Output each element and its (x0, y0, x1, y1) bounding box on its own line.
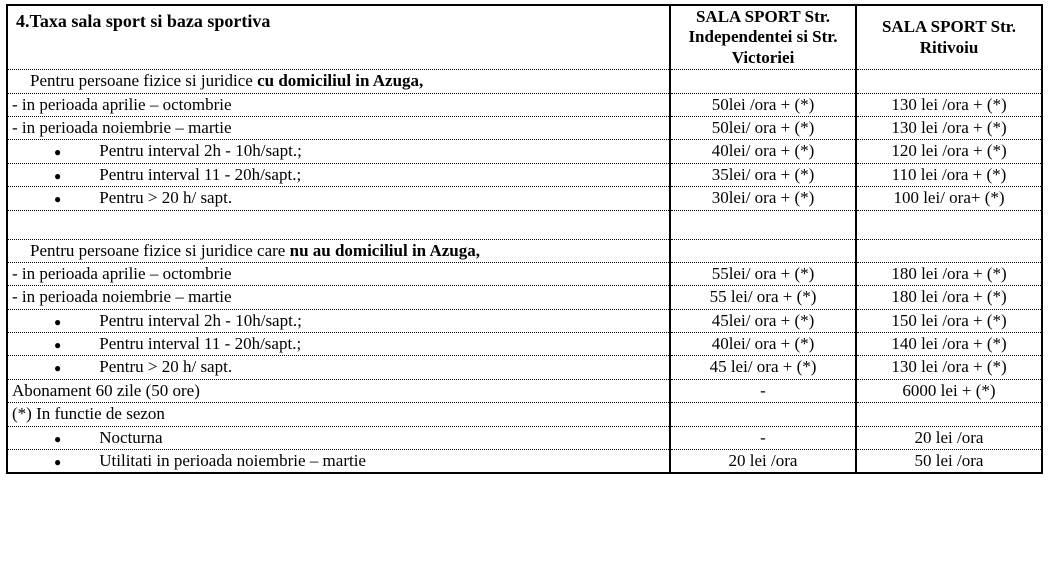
row-label-text: Utilitati in perioada noiembrie – martie (99, 451, 366, 471)
table-row (7, 93, 1042, 116)
cell-sala-sport-ritivoiu: 140 lei /ora + (*) (856, 333, 1042, 356)
row-label-text: - in perioada noiembrie – martie (12, 287, 232, 307)
row-label (7, 140, 670, 163)
table-row (7, 116, 1042, 139)
cell-sala-sport-ritivoiu (856, 70, 1042, 93)
cell-sala-sport-ritivoiu: 110 lei /ora + (*) (856, 163, 1042, 186)
fee-table (6, 4, 1043, 474)
cell-sala-sport-independentei: - (670, 426, 856, 449)
cell-sala-sport-ritivoiu: 50 lei /ora (856, 450, 1042, 474)
table-row (7, 403, 1042, 426)
row-label-text: Pentru interval 11 - 20h/sapt.; (99, 164, 302, 184)
bullet-icon: ● (54, 168, 62, 183)
table-row (7, 450, 1042, 474)
row-label-text: Pentru interval 2h - 10h/sapt.; (99, 141, 302, 161)
cell-sala-sport-ritivoiu: 180 lei /ora + (*) (856, 262, 1042, 285)
cell-sala-sport-independentei: - (670, 379, 856, 402)
table-row (7, 426, 1042, 449)
section-label (12, 241, 480, 260)
row-label (7, 403, 670, 426)
bullet-icon: ● (54, 145, 62, 160)
cell-sala-sport-independentei: 40lei/ ora + (*) (670, 140, 856, 163)
cell-sala-sport-independentei: 30lei/ ora + (*) (670, 187, 856, 210)
table-row (7, 262, 1042, 285)
table-title: 4.Taxa sala sport si baza sportiva (7, 5, 670, 70)
bullet-icon: ● (54, 455, 62, 470)
bullet-icon: ● (54, 314, 62, 329)
table-row (7, 309, 1042, 332)
row-label (7, 93, 670, 116)
row-label (7, 333, 670, 356)
row-label (7, 163, 670, 186)
document-page (0, 4, 1049, 568)
cell-sala-sport-ritivoiu: 130 lei /ora + (*) (856, 116, 1042, 139)
cell-sala-sport-independentei (670, 239, 856, 262)
table-row (7, 187, 1042, 210)
cell-sala-sport-independentei: 55lei/ ora + (*) (670, 262, 856, 285)
bullet-icon: ● (54, 338, 62, 353)
row-label-text: Pentru interval 11 - 20h/sapt.; (99, 334, 302, 354)
table-row (7, 140, 1042, 163)
table-row (7, 70, 1042, 93)
section-label-plain: Pentru persoane fizice si juridice (30, 71, 258, 91)
bullet-icon: ● (54, 192, 62, 207)
row-label (7, 210, 670, 239)
header-row (7, 5, 1042, 70)
cell-sala-sport-ritivoiu: 20 lei /ora (856, 426, 1042, 449)
cell-sala-sport-ritivoiu: 130 lei /ora + (*) (856, 356, 1042, 379)
row-label-text: Abonament 60 zile (50 ore) (12, 380, 200, 400)
row-label (7, 309, 670, 332)
row-label (7, 239, 670, 262)
row-label (7, 116, 670, 139)
row-label-text: (*) In functie de sezon (12, 404, 165, 424)
cell-sala-sport-ritivoiu (856, 210, 1042, 239)
row-label (7, 262, 670, 285)
table-body (7, 70, 1042, 474)
cell-sala-sport-independentei: 45lei/ ora + (*) (670, 309, 856, 332)
cell-sala-sport-independentei (670, 210, 856, 239)
column-header-sala-sport-ritivoiu: SALA SPORT Str. Ritivoiu (856, 5, 1042, 70)
cell-sala-sport-ritivoiu (856, 403, 1042, 426)
table-row (7, 210, 1042, 239)
row-label (7, 286, 670, 309)
table-row (7, 379, 1042, 402)
cell-sala-sport-independentei: 40lei/ ora + (*) (670, 333, 856, 356)
cell-sala-sport-independentei: 35lei/ ora + (*) (670, 163, 856, 186)
cell-sala-sport-independentei: 50lei/ ora + (*) (670, 116, 856, 139)
cell-sala-sport-independentei: 50lei /ora + (*) (670, 93, 856, 116)
row-label-text: Pentru interval 2h - 10h/sapt.; (99, 310, 302, 330)
row-label-text: Pentru > 20 h/ sapt. (99, 188, 233, 208)
row-label (7, 426, 670, 449)
cell-sala-sport-ritivoiu: 130 lei /ora + (*) (856, 93, 1042, 116)
bullet-icon: ● (54, 431, 62, 446)
cell-sala-sport-independentei (670, 70, 856, 93)
table-header (7, 5, 1042, 70)
row-label-text: - in perioada noiembrie – martie (12, 117, 232, 137)
cell-sala-sport-ritivoiu: 6000 lei + (*) (856, 379, 1042, 402)
section-label-emphasis: cu domiciliul in Azuga, (257, 71, 424, 91)
row-label-text: - in perioada aprilie – octombrie (12, 263, 232, 283)
section-label (12, 71, 423, 90)
row-label (7, 379, 670, 402)
row-label (7, 450, 670, 474)
cell-sala-sport-ritivoiu: 120 lei /ora + (*) (856, 140, 1042, 163)
bullet-icon: ● (54, 361, 62, 376)
section-label-emphasis: nu au domiciliul in Azuga, (289, 240, 480, 260)
cell-sala-sport-ritivoiu: 180 lei /ora + (*) (856, 286, 1042, 309)
cell-sala-sport-independentei (670, 403, 856, 426)
row-label-text: Nocturna (99, 427, 163, 447)
section-label-plain: Pentru persoane fizice si juridice care (30, 240, 290, 260)
cell-sala-sport-ritivoiu: 100 lei/ ora+ (*) (856, 187, 1042, 210)
table-row (7, 356, 1042, 379)
column-header-sala-sport-independentei: SALA SPORT Str. Independentei si Str. Victoriei (670, 5, 856, 70)
table-row (7, 163, 1042, 186)
row-label (7, 187, 670, 210)
table-row (7, 239, 1042, 262)
row-label (7, 70, 670, 93)
table-row (7, 333, 1042, 356)
cell-sala-sport-independentei: 55 lei/ ora + (*) (670, 286, 856, 309)
row-label (7, 356, 670, 379)
cell-sala-sport-independentei: 20 lei /ora (670, 450, 856, 474)
row-label-text: Pentru > 20 h/ sapt. (99, 357, 233, 377)
cell-sala-sport-ritivoiu: 150 lei /ora + (*) (856, 309, 1042, 332)
table-row (7, 286, 1042, 309)
cell-sala-sport-independentei: 45 lei/ ora + (*) (670, 356, 856, 379)
cell-sala-sport-ritivoiu (856, 239, 1042, 262)
row-label-text: - in perioada aprilie – octombrie (12, 94, 232, 114)
